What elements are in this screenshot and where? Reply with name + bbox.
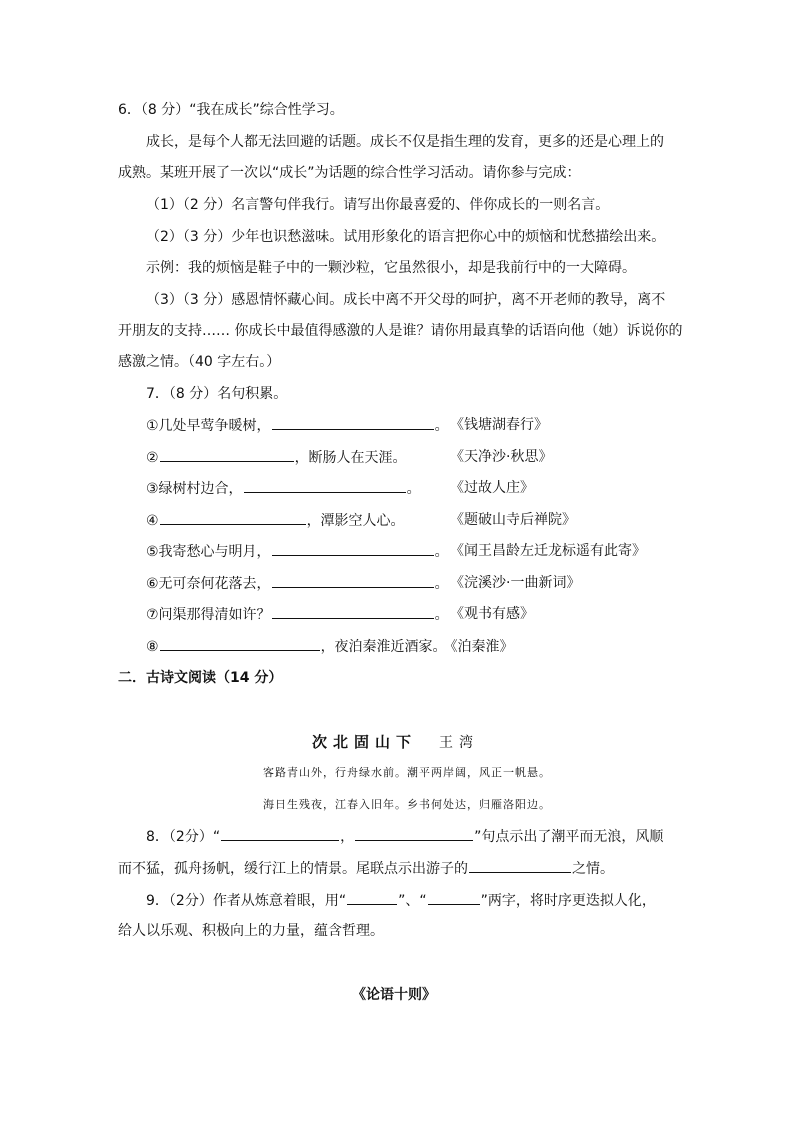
item-suffix: 。 xyxy=(434,418,449,434)
q7-item xyxy=(146,510,405,531)
q6-sub3-line1: （3）（3 分）感恩情怀藏心间。成长中离不开父母的呵护，离不开老师的教导，离不 xyxy=(146,292,666,308)
item-suffix: 。 xyxy=(434,607,449,623)
q8-text: 之情。 xyxy=(572,861,614,877)
answer-blank[interactable] xyxy=(272,541,434,556)
answer-blank[interactable] xyxy=(221,826,339,841)
q6-sub1: （1）（2 分）名言警句伴我行。请写出你最喜爱的、伴你成长的一则名言。 xyxy=(146,197,610,213)
item-prefix: ⑧ xyxy=(146,639,159,655)
poem-heading xyxy=(312,732,479,753)
q7-item xyxy=(146,541,449,562)
poem-line-1: 客路青山外，行舟绿水前。潮平两岸阔，风正一帆悬。 xyxy=(263,766,551,779)
item-source: 《天净沙·秋思》 xyxy=(450,449,553,465)
item-suffix: ，潭影空人心。 xyxy=(306,513,405,529)
answer-blank[interactable] xyxy=(428,890,480,905)
answer-blank[interactable] xyxy=(272,573,434,588)
q9-text: ”、“ xyxy=(398,893,427,909)
item-suffix: ，夜泊秦淮近酒家。 xyxy=(320,639,447,655)
item-prefix: ⑥无可奈何花落去， xyxy=(146,576,271,592)
q9-line1 xyxy=(146,890,656,911)
poem-title: 次北固山下 xyxy=(312,733,418,751)
q6-header: 6．（8 分）“我在成长”综合性学习。 xyxy=(118,102,344,118)
answer-blank[interactable] xyxy=(160,636,320,651)
next-section-title: 《论语十则》 xyxy=(352,987,436,1003)
answer-blank[interactable] xyxy=(347,890,397,905)
q7-item xyxy=(146,604,449,625)
q7-item xyxy=(146,447,407,468)
q8-text: ， xyxy=(340,829,355,845)
poem-line-2: 海日生残夜，江春入旧年。乡书何处达，归雁洛阳边。 xyxy=(263,798,551,811)
answer-blank[interactable] xyxy=(160,447,294,462)
item-prefix: ② xyxy=(146,450,159,466)
q9-text: 9．（2分）作者从炼意着眼，用“ xyxy=(146,893,347,909)
item-source: 《钱塘湖春行》 xyxy=(450,417,548,433)
item-source: 《浣溪沙·一曲新词》 xyxy=(450,575,581,591)
q6-sub3-line3: 感激之情。（40 字左右。） xyxy=(118,354,281,370)
q8-text: 8．（2分）“ xyxy=(146,829,221,845)
item-suffix: 。 xyxy=(434,544,449,560)
q8-text: ”句点示出了潮平而无浪，风顺 xyxy=(474,829,664,845)
section-title: 二．古诗文阅读（14 分） xyxy=(118,670,283,686)
item-source: 《观书有感》 xyxy=(450,606,534,622)
answer-blank[interactable] xyxy=(355,826,473,841)
item-suffix: ，断肠人在天涯。 xyxy=(294,450,407,466)
answer-blank[interactable] xyxy=(160,510,306,525)
q7-item xyxy=(146,636,514,657)
q9-line2: 给人以乐观、积极向上的力量，蕴含哲理。 xyxy=(118,923,384,939)
answer-blank[interactable] xyxy=(469,858,571,873)
q8-line1 xyxy=(146,826,663,847)
q6-sub3-line2: 开朋友的支持…… 你成长中最值得感激的人是谁？请你用最真挚的话语向他（她）诉说你的 xyxy=(118,323,683,339)
item-prefix: ①几处早莺争暖树， xyxy=(146,418,271,434)
q6-intro-line2: 成熟。某班开展了一次以“成长”为话题的综合性学习活动。请你参与完成： xyxy=(118,165,581,181)
q7-item xyxy=(146,573,449,594)
q6-intro-line1: 成长，是每个人都无法回避的话题。成长不仅是指生理的发育，更多的还是心理上的 xyxy=(146,134,664,150)
q7-header: 7．（8 分）名句积累。 xyxy=(146,386,288,402)
q8-line2 xyxy=(118,858,614,879)
poem-author: 王湾 xyxy=(439,735,480,751)
q7-item xyxy=(146,415,449,436)
item-source: 《闻王昌龄左迁龙标遥有此寄》 xyxy=(450,543,646,559)
q8-text: 而不猛，孤舟扬帆，缓行江上的情景。尾联点示出游子的 xyxy=(118,861,468,877)
item-prefix: ⑦问渠那得清如许？ xyxy=(146,607,271,623)
answer-blank[interactable] xyxy=(272,604,434,619)
item-suffix: 。 xyxy=(434,576,449,592)
answer-blank[interactable] xyxy=(272,415,434,430)
q7-item xyxy=(146,478,421,499)
q9-text: ”两字，将时序更迭拟人化， xyxy=(480,893,656,909)
item-source: 《题破山寺后禅院》 xyxy=(450,512,576,528)
q6-sub2: （2）（3 分）少年也识愁滋味。试用形象化的语言把你心中的烦恼和忧愁描绘出来。 xyxy=(146,229,666,245)
answer-blank[interactable] xyxy=(244,478,406,493)
item-prefix: ⑤我寄愁心与明月， xyxy=(146,544,271,560)
item-source: 《过故人庄》 xyxy=(450,480,534,496)
item-suffix: 。 xyxy=(406,481,421,497)
item-source: 《泊秦淮》 xyxy=(450,639,514,655)
q6-example: 示例：我的烦恼是鞋子中的一颗沙粒，它虽然很小，却是我前行中的一大障碍。 xyxy=(146,260,636,276)
item-prefix: ④ xyxy=(146,513,159,529)
item-prefix: ③绿树村边合， xyxy=(146,481,243,497)
